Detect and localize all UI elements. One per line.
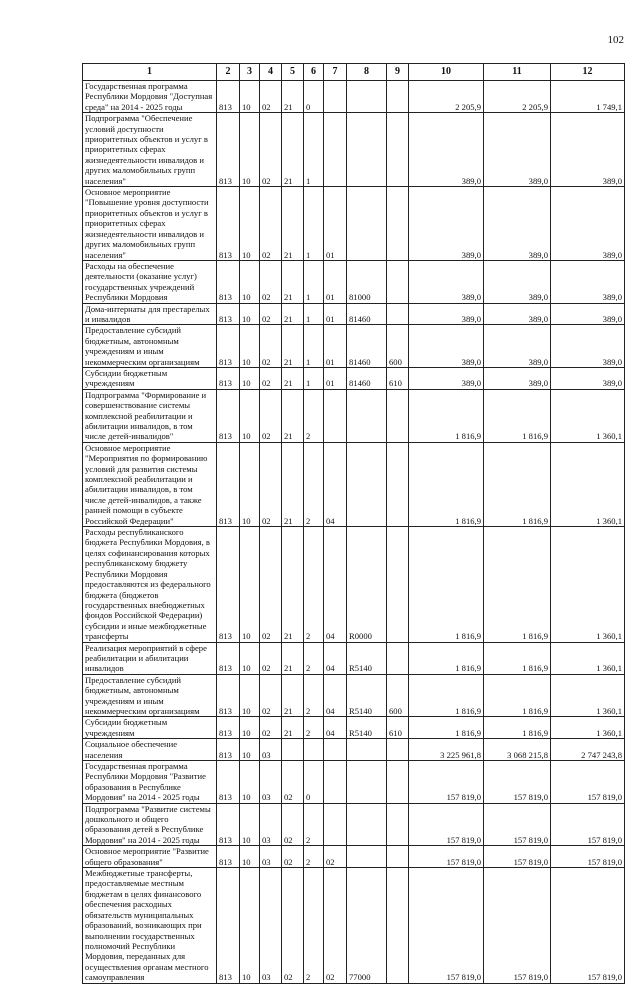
activity-code-cell: 01 [324, 367, 347, 389]
row-name-cell: Дома-интернаты для престарелых и инвалидов [83, 303, 217, 325]
subsection-code-cell: 02 [260, 187, 282, 261]
subprogram-code-cell: 2 [304, 868, 324, 983]
admin-code-cell: 813 [217, 81, 240, 113]
subprogram-code-cell: 1 [304, 260, 324, 303]
row-name-cell: Государственная программа Республики Мордовия "Доступная среда" на 2014 - 2025 годы [83, 81, 217, 113]
admin-code-cell: 813 [217, 642, 240, 674]
table-row [83, 846, 625, 868]
activity-code-cell: 04 [324, 642, 347, 674]
row-name-cell: Государственная программа Республики Мордовия "Развитие образования в Республике Мордовия" на 2014 - 2025 годы [83, 761, 217, 804]
section-code-cell: 10 [240, 803, 260, 846]
section-code-cell: 10 [240, 389, 260, 442]
amount-cell-col12: 389,0 [551, 303, 625, 325]
table-row [83, 81, 625, 113]
column-header: 11 [484, 64, 551, 81]
column-header: 3 [240, 64, 260, 81]
admin-code-cell: 813 [217, 803, 240, 846]
subprogram-code-cell: 2 [304, 717, 324, 739]
section-code-cell: 10 [240, 367, 260, 389]
direction-code-cell: R0000 [347, 527, 387, 642]
expense-type-code-cell [387, 846, 409, 868]
row-name-cell: Реализация мероприятий в сфере реабилитации и абилитации инвалидов [83, 642, 217, 674]
subprogram-code-cell: 1 [304, 367, 324, 389]
section-code-cell: 10 [240, 739, 260, 761]
expense-type-code-cell: 610 [387, 367, 409, 389]
amount-cell-col10: 389,0 [409, 367, 484, 389]
column-header: 6 [304, 64, 324, 81]
table-row [83, 527, 625, 642]
direction-code-cell: 77000 [347, 868, 387, 983]
activity-code-cell [324, 389, 347, 442]
amount-cell-col12: 1 360,1 [551, 442, 625, 526]
subsection-code-cell: 03 [260, 868, 282, 983]
direction-code-cell [347, 739, 387, 761]
amount-cell-col11: 389,0 [484, 325, 551, 368]
amount-cell-col11: 389,0 [484, 187, 551, 261]
expense-type-code-cell [387, 187, 409, 261]
amount-cell-col11: 157 819,0 [484, 868, 551, 983]
program-code-cell [282, 739, 304, 761]
admin-code-cell: 813 [217, 113, 240, 187]
amount-cell-col12: 157 819,0 [551, 761, 625, 804]
table-row [83, 325, 625, 368]
amount-cell-col11: 1 816,9 [484, 527, 551, 642]
page-number: 102 [607, 34, 624, 46]
amount-cell-col12: 1 360,1 [551, 717, 625, 739]
program-code-cell: 21 [282, 367, 304, 389]
direction-code-cell: 81460 [347, 325, 387, 368]
expense-type-code-cell [387, 260, 409, 303]
admin-code-cell: 813 [217, 739, 240, 761]
table-row [83, 803, 625, 846]
amount-cell-col10: 157 819,0 [409, 846, 484, 868]
amount-cell-col12: 1 360,1 [551, 642, 625, 674]
program-code-cell: 02 [282, 803, 304, 846]
program-code-cell: 21 [282, 303, 304, 325]
direction-code-cell: 81460 [347, 367, 387, 389]
amount-cell-col11: 1 816,9 [484, 717, 551, 739]
section-code-cell: 10 [240, 303, 260, 325]
section-code-cell: 10 [240, 527, 260, 642]
amount-cell-col11: 157 819,0 [484, 846, 551, 868]
column-header: 9 [387, 64, 409, 81]
program-code-cell: 21 [282, 260, 304, 303]
direction-code-cell [347, 113, 387, 187]
expense-type-code-cell [387, 868, 409, 983]
amount-cell-col12: 389,0 [551, 260, 625, 303]
amount-cell-col10: 389,0 [409, 303, 484, 325]
direction-code-cell: R5140 [347, 674, 387, 717]
section-code-cell: 10 [240, 113, 260, 187]
subprogram-code-cell: 2 [304, 527, 324, 642]
row-name-cell: Субсидии бюджетным учреждениям [83, 367, 217, 389]
program-code-cell: 02 [282, 846, 304, 868]
row-name-cell: Субсидии бюджетным учреждениям [83, 717, 217, 739]
table-row [83, 868, 625, 983]
program-code-cell: 21 [282, 187, 304, 261]
table-row [83, 717, 625, 739]
table-row [83, 442, 625, 526]
activity-code-cell: 02 [324, 868, 347, 983]
admin-code-cell: 813 [217, 260, 240, 303]
amount-cell-col10: 157 819,0 [409, 868, 484, 983]
section-code-cell: 10 [240, 868, 260, 983]
admin-code-cell: 813 [217, 187, 240, 261]
section-code-cell: 10 [240, 761, 260, 804]
section-code-cell: 10 [240, 442, 260, 526]
amount-cell-col10: 2 205,9 [409, 81, 484, 113]
table-row [83, 367, 625, 389]
activity-code-cell: 01 [324, 187, 347, 261]
section-code-cell: 10 [240, 325, 260, 368]
amount-cell-col10: 157 819,0 [409, 761, 484, 804]
program-code-cell: 21 [282, 527, 304, 642]
table-row [83, 187, 625, 261]
subprogram-code-cell: 1 [304, 113, 324, 187]
admin-code-cell: 813 [217, 868, 240, 983]
subsection-code-cell: 02 [260, 303, 282, 325]
section-code-cell: 10 [240, 846, 260, 868]
direction-code-cell [347, 761, 387, 804]
amount-cell-col11: 389,0 [484, 113, 551, 187]
program-code-cell: 21 [282, 325, 304, 368]
activity-code-cell [324, 81, 347, 113]
activity-code-cell [324, 113, 347, 187]
program-code-cell: 21 [282, 81, 304, 113]
row-name-cell: Предоставление субсидий бюджетным, автономным учреждениям и иным некоммерческим организациям [83, 674, 217, 717]
row-name-cell: Подпрограмма "Обеспечение условий доступности приоритетных объектов и услуг в приоритетных сферах жизнедеятельности инвалидов и других маломобильных групп населения" [83, 113, 217, 187]
expense-type-code-cell: 610 [387, 717, 409, 739]
table-body [83, 81, 625, 984]
amount-cell-col12: 1 360,1 [551, 674, 625, 717]
expense-type-code-cell [387, 739, 409, 761]
activity-code-cell: 02 [324, 846, 347, 868]
amount-cell-col11: 157 819,0 [484, 803, 551, 846]
section-code-cell: 10 [240, 81, 260, 113]
admin-code-cell: 813 [217, 846, 240, 868]
table-row [83, 389, 625, 442]
direction-code-cell [347, 81, 387, 113]
activity-code-cell: 01 [324, 325, 347, 368]
column-header: 12 [551, 64, 625, 81]
amount-cell-col11: 1 816,9 [484, 674, 551, 717]
admin-code-cell: 813 [217, 303, 240, 325]
subsection-code-cell: 02 [260, 113, 282, 187]
row-name-cell: Расходы на обеспечение деятельности (оказание услуг) государственных учреждений Республики Мордовия [83, 260, 217, 303]
amount-cell-col11: 157 819,0 [484, 761, 551, 804]
direction-code-cell: R5140 [347, 642, 387, 674]
amount-cell-col11: 389,0 [484, 260, 551, 303]
table-row [83, 113, 625, 187]
amount-cell-col10: 389,0 [409, 187, 484, 261]
amount-cell-col11: 3 068 215,8 [484, 739, 551, 761]
amount-cell-col11: 2 205,9 [484, 81, 551, 113]
admin-code-cell: 813 [217, 761, 240, 804]
table-row [83, 761, 625, 804]
program-code-cell: 21 [282, 389, 304, 442]
section-code-cell: 10 [240, 717, 260, 739]
amount-cell-col11: 1 816,9 [484, 642, 551, 674]
table-row [83, 674, 625, 717]
admin-code-cell: 813 [217, 527, 240, 642]
subprogram-code-cell: 2 [304, 442, 324, 526]
subprogram-code-cell: 2 [304, 642, 324, 674]
subprogram-code-cell: 1 [304, 325, 324, 368]
admin-code-cell: 813 [217, 367, 240, 389]
program-code-cell: 21 [282, 717, 304, 739]
subprogram-code-cell: 0 [304, 761, 324, 804]
amount-cell-col12: 1 360,1 [551, 527, 625, 642]
direction-code-cell [347, 442, 387, 526]
subprogram-code-cell: 0 [304, 81, 324, 113]
row-name-cell: Расходы республиканского бюджета Республики Мордовия, в целях софинансирования которых республиканскому бюджету Республики Мордовия предоставляются из федерального бюджета (бюджетов государственных внебюджетных фондов Российской Федерации) субсидии и иные межбюджетные трансферты [83, 527, 217, 642]
row-name-cell: Предоставление субсидий бюджетным, автономным учреждениям и иным некоммерческим организациям [83, 325, 217, 368]
column-header: 8 [347, 64, 387, 81]
amount-cell-col12: 157 819,0 [551, 846, 625, 868]
budget-table [82, 63, 625, 984]
column-header: 7 [324, 64, 347, 81]
subsection-code-cell: 03 [260, 739, 282, 761]
expense-type-code-cell: 600 [387, 674, 409, 717]
subsection-code-cell: 02 [260, 260, 282, 303]
row-name-cell: Подпрограмма "Развитие системы дошкольного и общего образования детей в Республике Мордовия" на 2014 - 2025 годы [83, 803, 217, 846]
activity-code-cell: 04 [324, 717, 347, 739]
admin-code-cell: 813 [217, 442, 240, 526]
amount-cell-col12: 1 749,1 [551, 81, 625, 113]
direction-code-cell [347, 846, 387, 868]
amount-cell-col10: 1 816,9 [409, 642, 484, 674]
activity-code-cell: 04 [324, 674, 347, 717]
amount-cell-col10: 389,0 [409, 260, 484, 303]
subprogram-code-cell: 1 [304, 303, 324, 325]
subsection-code-cell: 02 [260, 442, 282, 526]
header-row [83, 64, 625, 81]
table-header [83, 64, 625, 81]
amount-cell-col10: 1 816,9 [409, 442, 484, 526]
activity-code-cell: 01 [324, 303, 347, 325]
expense-type-code-cell [387, 442, 409, 526]
table-row [83, 642, 625, 674]
expense-type-code-cell [387, 761, 409, 804]
table-row [83, 739, 625, 761]
section-code-cell: 10 [240, 187, 260, 261]
amount-cell-col12: 389,0 [551, 325, 625, 368]
subprogram-code-cell [304, 739, 324, 761]
program-code-cell: 02 [282, 761, 304, 804]
direction-code-cell: R5140 [347, 717, 387, 739]
table-row [83, 260, 625, 303]
amount-cell-col12: 157 819,0 [551, 868, 625, 983]
amount-cell-col11: 389,0 [484, 303, 551, 325]
subsection-code-cell: 02 [260, 325, 282, 368]
subsection-code-cell: 03 [260, 846, 282, 868]
direction-code-cell [347, 187, 387, 261]
amount-cell-col12: 389,0 [551, 113, 625, 187]
subsection-code-cell: 02 [260, 642, 282, 674]
activity-code-cell [324, 761, 347, 804]
subsection-code-cell: 02 [260, 389, 282, 442]
subprogram-code-cell: 1 [304, 187, 324, 261]
subsection-code-cell: 02 [260, 81, 282, 113]
amount-cell-col10: 157 819,0 [409, 803, 484, 846]
expense-type-code-cell [387, 113, 409, 187]
expense-type-code-cell [387, 642, 409, 674]
amount-cell-col10: 1 816,9 [409, 674, 484, 717]
expense-type-code-cell [387, 527, 409, 642]
program-code-cell: 21 [282, 642, 304, 674]
subsection-code-cell: 03 [260, 803, 282, 846]
admin-code-cell: 813 [217, 389, 240, 442]
column-header: 1 [83, 64, 217, 81]
subsection-code-cell: 02 [260, 367, 282, 389]
subsection-code-cell: 02 [260, 717, 282, 739]
admin-code-cell: 813 [217, 717, 240, 739]
admin-code-cell: 813 [217, 325, 240, 368]
subsection-code-cell: 03 [260, 761, 282, 804]
row-name-cell: Подпрограмма "Формирование и совершенствование системы комплексной реабилитации и абилитации инвалидов, в том числе детей-инвалидов" [83, 389, 217, 442]
amount-cell-col12: 157 819,0 [551, 803, 625, 846]
row-name-cell: Межбюджетные трансферты, предоставляемые местным бюджетам в целях финансового обеспечения расходных обязательств муниципальных образований, возникающих при выполнении государственных полномочий Республики Мордовия, переданных для осуществления органам местного самоуправления [83, 868, 217, 983]
amount-cell-col10: 1 816,9 [409, 527, 484, 642]
direction-code-cell: 81460 [347, 303, 387, 325]
section-code-cell: 10 [240, 642, 260, 674]
amount-cell-col10: 3 225 961,8 [409, 739, 484, 761]
row-name-cell: Основное мероприятие "Повышение уровня доступности приоритетных объектов и услуг в приоритетных сферах жизнедеятельности инвалидов и других маломобильных групп населения" [83, 187, 217, 261]
amount-cell-col11: 389,0 [484, 367, 551, 389]
activity-code-cell: 04 [324, 527, 347, 642]
amount-cell-col10: 1 816,9 [409, 717, 484, 739]
column-header: 10 [409, 64, 484, 81]
column-header: 4 [260, 64, 282, 81]
activity-code-cell: 04 [324, 442, 347, 526]
table-row [83, 303, 625, 325]
row-name-cell: Основное мероприятие "Развитие общего образования" [83, 846, 217, 868]
activity-code-cell [324, 739, 347, 761]
subprogram-code-cell: 2 [304, 389, 324, 442]
row-name-cell: Основное мероприятие "Мероприятия по формированию условий для развития системы комплексной реабилитации и абилитации инвалидов, в том числе детей-инвалидов, а также ранней помощи в субъекте Российской Федерации" [83, 442, 217, 526]
amount-cell-col12: 389,0 [551, 187, 625, 261]
activity-code-cell [324, 803, 347, 846]
expense-type-code-cell [387, 303, 409, 325]
expense-type-code-cell: 600 [387, 325, 409, 368]
amount-cell-col12: 389,0 [551, 367, 625, 389]
amount-cell-col10: 389,0 [409, 325, 484, 368]
column-header: 5 [282, 64, 304, 81]
subsection-code-cell: 02 [260, 527, 282, 642]
subprogram-code-cell: 2 [304, 674, 324, 717]
row-name-cell: Социальное обеспечение населения [83, 739, 217, 761]
column-header: 2 [217, 64, 240, 81]
subsection-code-cell: 02 [260, 674, 282, 717]
amount-cell-col11: 1 816,9 [484, 389, 551, 442]
subprogram-code-cell: 2 [304, 803, 324, 846]
admin-code-cell: 813 [217, 674, 240, 717]
expense-type-code-cell [387, 81, 409, 113]
activity-code-cell: 01 [324, 260, 347, 303]
expense-type-code-cell [387, 803, 409, 846]
amount-cell-col11: 1 816,9 [484, 442, 551, 526]
section-code-cell: 10 [240, 260, 260, 303]
amount-cell-col12: 1 360,1 [551, 389, 625, 442]
program-code-cell: 21 [282, 442, 304, 526]
amount-cell-col12: 2 747 243,8 [551, 739, 625, 761]
program-code-cell: 21 [282, 674, 304, 717]
section-code-cell: 10 [240, 674, 260, 717]
expense-type-code-cell [387, 389, 409, 442]
program-code-cell: 21 [282, 113, 304, 187]
amount-cell-col10: 1 816,9 [409, 389, 484, 442]
direction-code-cell: 81000 [347, 260, 387, 303]
direction-code-cell [347, 389, 387, 442]
direction-code-cell [347, 803, 387, 846]
subprogram-code-cell: 2 [304, 846, 324, 868]
amount-cell-col10: 389,0 [409, 113, 484, 187]
program-code-cell: 02 [282, 868, 304, 983]
